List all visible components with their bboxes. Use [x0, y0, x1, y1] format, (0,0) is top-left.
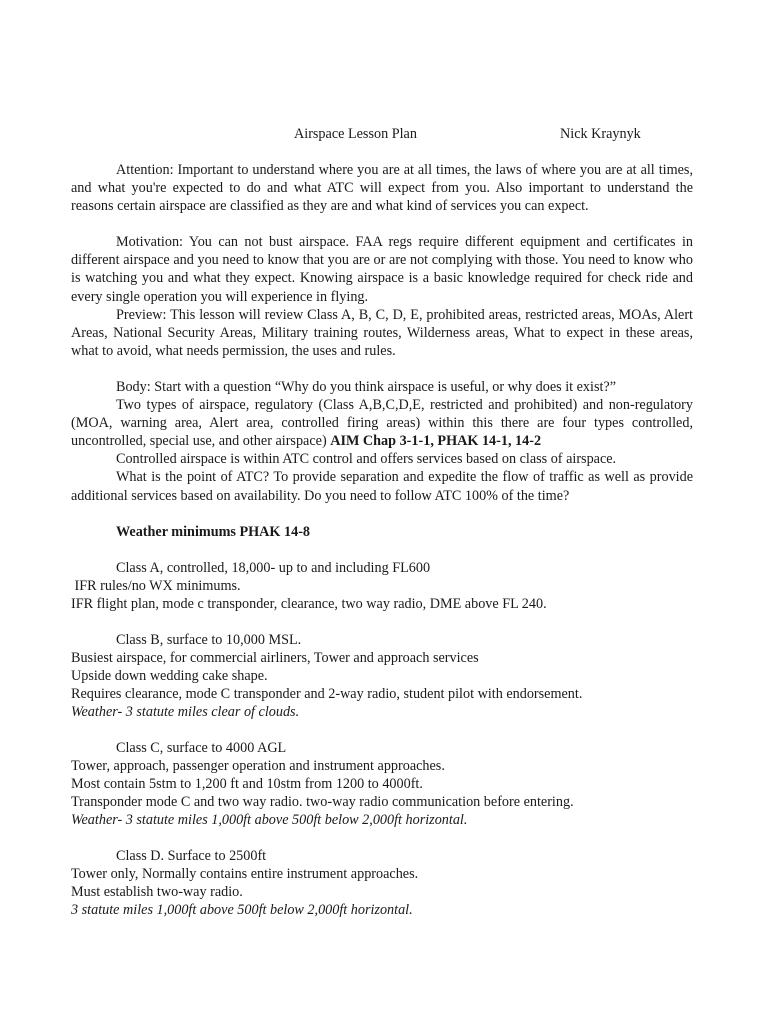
weather-minimums-heading: Weather minimums PHAK 14-8	[116, 523, 311, 540]
airspace-types-paragraph	[71, 396, 693, 450]
class-c-heading: Class C, surface to 4000 AGL	[116, 739, 287, 756]
class-c-line: Transponder mode C and two way radio. two-way radio communication before entering.	[71, 793, 574, 810]
class-b-heading: Class B, surface to 10,000 MSL.	[116, 631, 302, 648]
body-paragraph: Body: Start with a question “Why do you think airspace is useful, or why does it exist?”	[116, 378, 617, 395]
class-b-line: Requires clearance, mode C transponder and 2-way radio, student pilot with endorsement.	[71, 685, 583, 702]
class-b-line: Busiest airspace, for commercial airliners, Tower and approach services	[71, 649, 479, 666]
class-b-line: Upside down wedding cake shape.	[71, 667, 268, 684]
preview-paragraph: Preview: This lesson will review Class A, B, C, D, E, prohibited areas, restricted areas, MOAs, Alert Areas, National Security Areas, Military training routes, Wilderness areas, What to expect in these areas, what to avoid, what needs permission, the uses and rules.	[71, 306, 693, 359]
class-a-line: IFR rules/no WX minimums.	[71, 577, 241, 594]
class-c-weather: Weather- 3 statute miles 1,000ft above 500ft below 2,000ft horizontal.	[71, 811, 468, 828]
class-d-heading: Class D. Surface to 2500ft	[116, 847, 267, 864]
document-body	[71, 161, 693, 919]
document-title: Airspace Lesson Plan	[294, 126, 417, 142]
class-d-weather: 3 statute miles 1,000ft above 500ft below 2,000ft horizontal.	[71, 901, 413, 918]
class-d-line: Must establish two-way radio.	[71, 883, 243, 900]
class-a-line: IFR flight plan, mode c transponder, clearance, two way radio, DME above FL 240.	[71, 595, 547, 612]
class-c-line: Tower, approach, passenger operation and instrument approaches.	[71, 757, 445, 774]
motivation-paragraph: Motivation: You can not bust airspace. FAA regs require different equipment and certificates in different airspace and you need to know that you are or are not complying with those. You need to know who is watching you and what they expect. Knowing airspace is a basic knowledge required for check ride and every single operation you will experience in flying.	[71, 234, 693, 305]
atc-paragraph: What is the point of ATC? To provide separation and expedite the flow of traffic as well as provide additional services based on availability. Do you need to follow ATC 100% of the time?	[71, 469, 693, 504]
class-a-heading: Class A, controlled, 18,000- up to and including FL600	[116, 559, 431, 576]
airspace-types-text: Two types of airspace, regulatory (Class A,B,C,D,E, restricted and prohibited) and non-regulatory (MOA, warning area, Alert area, controlled firing areas) within this there are four types controlled, uncontrolled, special use, and other airspace)	[71, 397, 693, 450]
title-line	[0, 126, 768, 146]
class-b-weather: Weather- 3 statute miles clear of clouds.	[71, 703, 300, 720]
author-name: Nick Kraynyk	[560, 126, 641, 142]
class-d-line: Tower only, Normally contains entire instrument approaches.	[71, 865, 419, 882]
class-c-line: Most contain 5stm to 1,200 ft and 10stm from 1200 to 4000ft.	[71, 775, 423, 792]
attention-paragraph: Attention: Important to understand where you are at all times, the laws of where you are at all times, and what you're expected to do and what ATC will expect from you. Also important to understand the reasons certain airspace are classified as they are and what kind of services you can expect.	[71, 162, 693, 215]
airspace-types-reference: AIM Chap 3-1-1, PHAK 14-1, 14-2	[330, 433, 542, 450]
controlled-airspace-paragraph: Controlled airspace is within ATC control and offers services based on class of airspace.	[116, 451, 617, 468]
